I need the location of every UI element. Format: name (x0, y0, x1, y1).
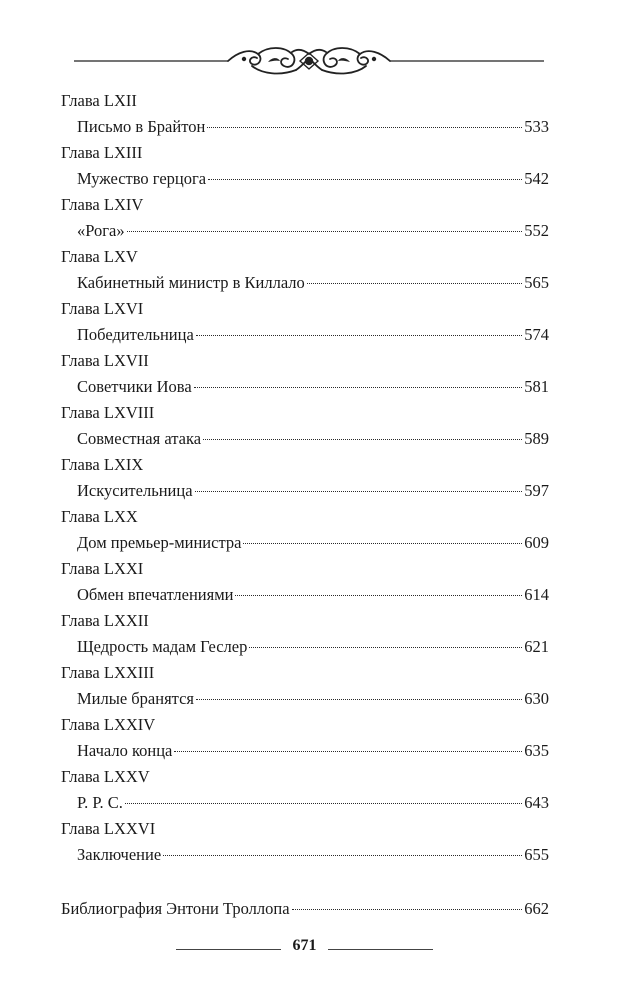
toc-entry-page: 643 (524, 793, 549, 812)
toc-entry-title: Начало конца (77, 741, 173, 760)
chapter-heading: Глава LXIII (61, 143, 143, 162)
chapter-heading: Глава LXVII (61, 351, 149, 370)
chapter-heading: Глава LXX (61, 507, 138, 526)
dot-leader (174, 751, 522, 752)
toc-entry-title: Кабинетный министр в Киллало (77, 273, 305, 292)
footer-rule-left (176, 949, 281, 950)
dot-leader (208, 179, 522, 180)
toc-entry-title: Щедрость мадам Геслер (77, 637, 248, 656)
toc-entry[interactable] (61, 322, 549, 348)
toc-entry[interactable] (61, 478, 549, 504)
dot-leader (125, 803, 522, 804)
toc-entry[interactable] (61, 738, 549, 764)
bibliography-title: Библиография Энтони Троллопа (61, 899, 290, 918)
toc-entry-page: 621 (524, 637, 549, 656)
toc-entry-title: Победительница (77, 325, 194, 344)
toc-entry-page: 609 (524, 533, 549, 552)
toc-entry-page: 552 (524, 221, 549, 240)
toc-entry[interactable] (61, 790, 549, 816)
dot-leader (194, 387, 523, 388)
chapter-heading: Глава LXV (61, 247, 138, 266)
toc-entry-page: 581 (524, 377, 549, 396)
toc-entry[interactable] (61, 686, 549, 712)
dot-leader (249, 647, 522, 648)
toc-entry-page: 574 (524, 325, 549, 344)
toc-entry-title: Советчики Иова (77, 377, 192, 396)
toc-entry[interactable] (61, 582, 549, 608)
dot-leader (207, 127, 522, 128)
toc-entry[interactable] (61, 842, 549, 868)
toc-entry-title: Письмо в Брайтон (77, 117, 206, 136)
dot-leader (292, 909, 523, 910)
chapter-heading: Глава LXXIV (61, 715, 156, 734)
toc-entry[interactable] (61, 270, 549, 296)
chapter-heading: Глава LXXII (61, 611, 149, 630)
toc-entry[interactable] (61, 114, 549, 140)
toc-entry-title: Обмен впечатлениями (77, 585, 234, 604)
dot-leader (196, 335, 522, 336)
chapter-heading: Глава LXII (61, 91, 137, 110)
dot-leader (235, 595, 522, 596)
dot-leader (195, 491, 523, 492)
flourish-ornament-icon (0, 40, 618, 82)
toc-entry[interactable] (61, 218, 549, 244)
table-of-contents (61, 88, 549, 922)
toc-entry-page: 630 (524, 689, 549, 708)
dot-leader (203, 439, 522, 440)
toc-entry-title: Искусительница (77, 481, 193, 500)
chapter-heading: Глава LXVI (61, 299, 144, 318)
toc-entry[interactable] (61, 530, 549, 556)
chapter-heading: Глава LXIV (61, 195, 144, 214)
toc-entry-title: Милые бранятся (77, 689, 194, 708)
dot-leader (243, 543, 522, 544)
page-number: 671 (292, 937, 317, 954)
chapter-heading: Глава LXVIII (61, 403, 155, 422)
toc-entry-page: 614 (524, 585, 549, 604)
dot-leader (127, 231, 523, 232)
dot-leader (307, 283, 522, 284)
toc-entry-title: Р. Р. С. (77, 793, 123, 812)
dot-leader (163, 855, 522, 856)
chapter-heading: Глава LXIX (61, 455, 144, 474)
footer-rule-right (328, 949, 433, 950)
toc-entry-page: 565 (524, 273, 549, 292)
chapter-heading: Глава LXXIII (61, 663, 155, 682)
toc-entry-page: 533 (524, 117, 549, 136)
toc-entry-title: Мужество герцога (77, 169, 207, 188)
toc-entry-title: Совместная атака (77, 429, 202, 448)
chapter-heading: Глава LXXV (61, 767, 150, 786)
bibliography-entry[interactable] (61, 896, 549, 922)
dot-leader (196, 699, 522, 700)
toc-entry-page: 542 (524, 169, 549, 188)
toc-entry-title: «Рога» (77, 221, 125, 240)
toc-entry-title: Заключение (77, 845, 162, 864)
toc-entry-page: 597 (524, 481, 549, 500)
toc-entry[interactable] (61, 634, 549, 660)
toc-entry[interactable] (61, 374, 549, 400)
chapter-heading: Глава LXXVI (61, 819, 156, 838)
toc-entry[interactable] (61, 166, 549, 192)
toc-entry-page: 589 (524, 429, 549, 448)
chapter-heading: Глава LXXI (61, 559, 144, 578)
toc-entry-page: 635 (524, 741, 549, 760)
toc-entry[interactable] (61, 426, 549, 452)
toc-entry-page: 655 (524, 845, 549, 864)
bibliography-page: 662 (524, 899, 549, 918)
toc-entry-title: Дом премьер-министра (77, 533, 242, 552)
page-footer (0, 935, 618, 965)
